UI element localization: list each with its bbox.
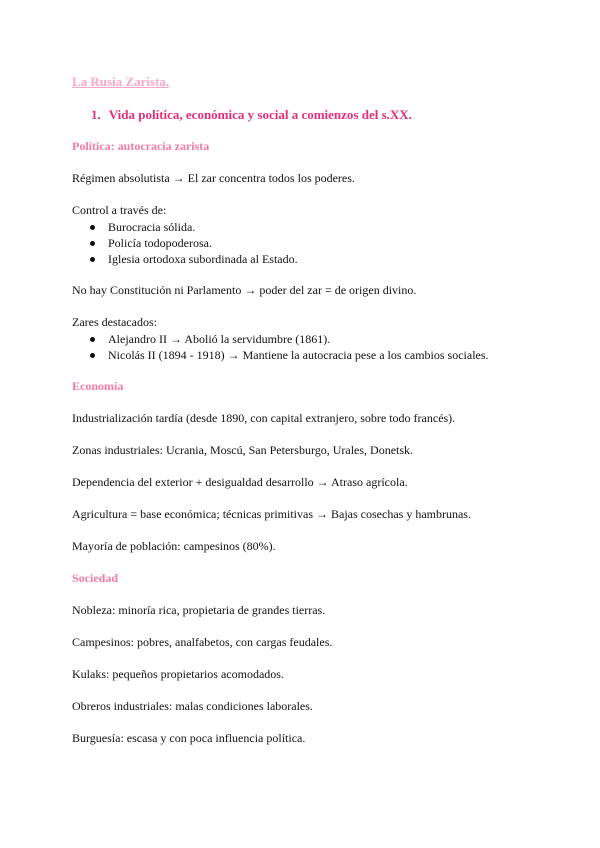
bullet-icon bbox=[90, 353, 95, 358]
economia-line: Industrialización tardía (desde 1890, con capital extranjero, sobre todo francés). bbox=[72, 411, 456, 425]
sociedad-line: Nobleza: minoría rica, propietaria de grandes tierras. bbox=[72, 603, 326, 617]
list-item-text: Alejandro II → Abolió la servidumbre (1861). bbox=[108, 332, 331, 346]
politica-paragraph-2: No hay Constitución ni Parlamento → poder del zar = de origen divino. bbox=[72, 283, 417, 297]
list-item bbox=[90, 331, 489, 347]
economia-line: Mayoría de población: campesinos (80%). bbox=[72, 539, 276, 553]
bullet-icon bbox=[90, 225, 95, 230]
list-item-text: Burocracia sólida. bbox=[108, 220, 196, 234]
politica-heading: Política: autocracia zarista bbox=[72, 139, 210, 153]
sociedad-line: Burguesía: escasa y con poca influencia política. bbox=[72, 731, 306, 745]
list-item bbox=[90, 235, 298, 251]
list-item bbox=[90, 347, 489, 363]
zares-intro: Zares destacados: bbox=[72, 315, 157, 329]
document-title: La Rusia Zarista. bbox=[72, 74, 170, 89]
main-heading-number: 1. bbox=[91, 107, 101, 122]
list-item-text: Nicolás II (1894 - 1918) → Mantiene la autocracia pese a los cambios sociales. bbox=[108, 348, 489, 362]
sociedad-line: Campesinos: pobres, analfabetos, con cargas feudales. bbox=[72, 635, 333, 649]
economia-line: Zonas industriales: Ucrania, Moscú, San Petersburgo, Urales, Donetsk. bbox=[72, 443, 414, 457]
list-item bbox=[90, 219, 298, 235]
zares-list bbox=[90, 331, 489, 363]
sociedad-line: Obreros industriales: malas condiciones laborales. bbox=[72, 699, 313, 713]
main-heading bbox=[91, 107, 412, 123]
economia-line: Dependencia del exterior + desigualdad desarrollo → Atraso agrícola. bbox=[72, 475, 408, 489]
list-item bbox=[90, 251, 298, 267]
control-list bbox=[90, 219, 298, 267]
list-item-text: Iglesia ortodoxa subordinada al Estado. bbox=[108, 252, 298, 266]
economia-heading: Economía bbox=[72, 379, 124, 393]
bullet-icon bbox=[90, 241, 95, 246]
economia-line: Agricultura = base económica; técnicas primitivas → Bajas cosechas y hambrunas. bbox=[72, 507, 471, 521]
list-item-text: Policía todopoderosa. bbox=[108, 236, 212, 250]
main-heading-text: Vida política, económica y social a comienzos del s.XX. bbox=[108, 107, 412, 122]
bullet-icon bbox=[90, 337, 95, 342]
sociedad-line: Kulaks: pequeños propietarios acomodados. bbox=[72, 667, 284, 681]
sociedad-heading: Sociedad bbox=[72, 571, 119, 585]
bullet-icon bbox=[90, 257, 95, 262]
control-intro: Control a través de: bbox=[72, 203, 167, 217]
politica-paragraph-1: Régimen absolutista → El zar concentra todos los poderes. bbox=[72, 171, 355, 185]
